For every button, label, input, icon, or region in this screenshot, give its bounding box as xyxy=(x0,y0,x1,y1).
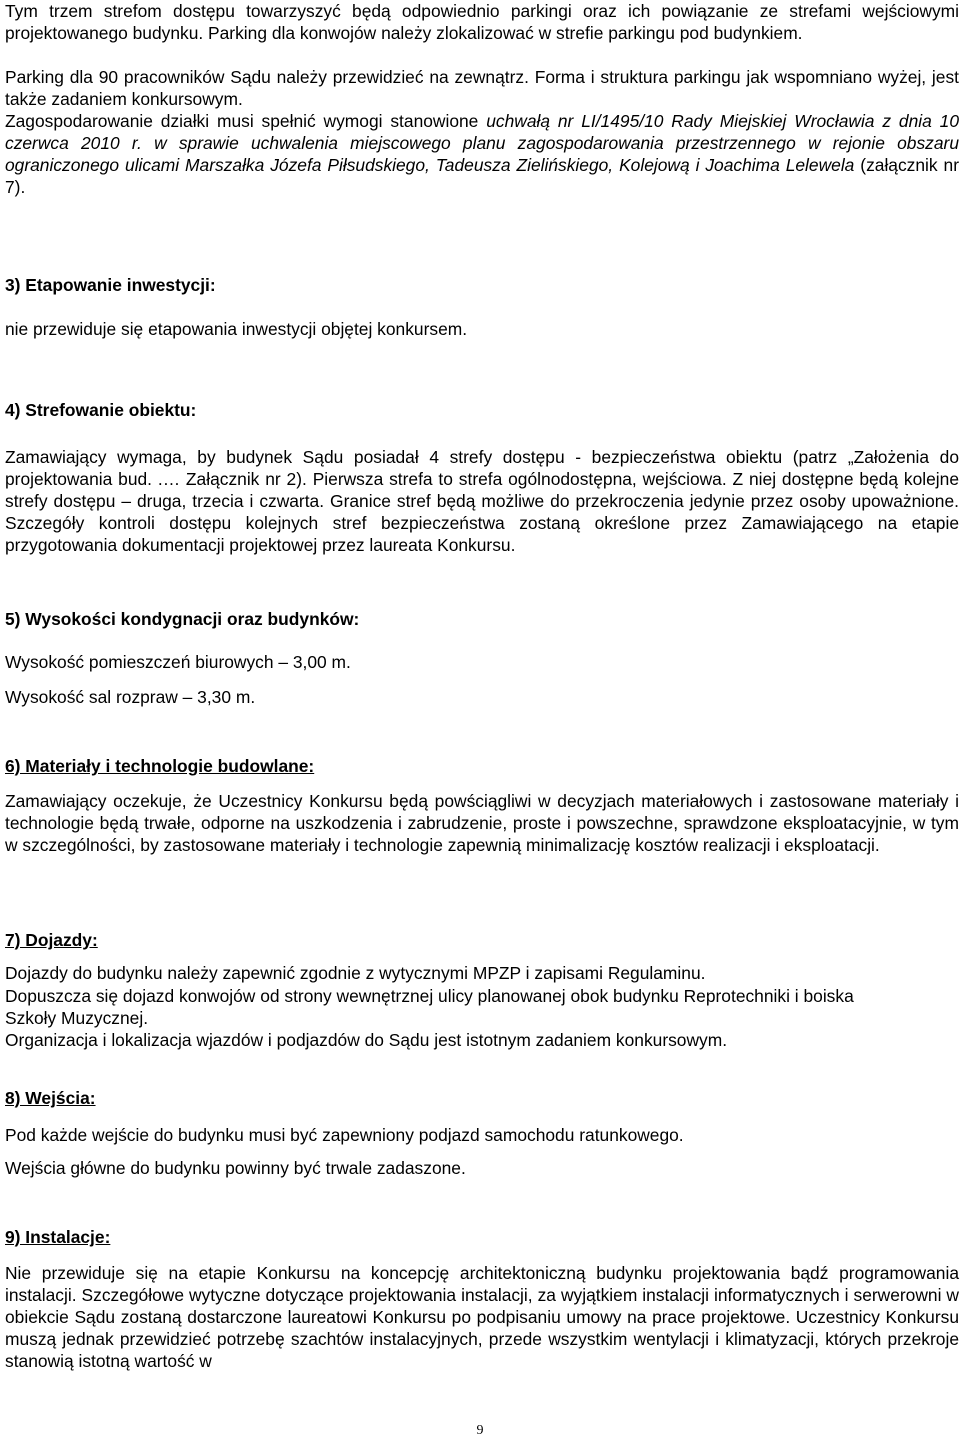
paragraph-courtroom-height: Wysokość sal rozpraw – 3,30 m. xyxy=(5,687,256,707)
page-number: 9 xyxy=(476,1423,484,1438)
heading-phasing: 3) Etapowanie inwestycji: xyxy=(5,275,216,295)
heading-heights: 5) Wysokości kondygnacji oraz budynków: xyxy=(5,609,360,629)
paragraph-phasing: nie przewiduje się etapowania inwestycji objętej konkursem. xyxy=(5,319,468,339)
paragraph-access-roads-1: Dojazdy do budynku należy zapewnić zgodnie z wytycznymi MPZP i zapisami Regulaminu. xyxy=(5,963,706,983)
paragraph-access-roads-3: Organizacja i lokalizacja wjazdów i podjazdów do Sądu jest istotnym zadaniem konkursowym. xyxy=(5,1030,728,1050)
paragraph-parking-employees: Parking dla 90 pracowników Sądu należy przewidzieć na zewnątrz. Forma i struktura parkingu jak wspomniano wyżej, jest także zadaniem konkursowym. xyxy=(5,67,959,109)
paragraph-office-height: Wysokość pomieszczeń biurowych – 3,00 m. xyxy=(5,652,351,672)
heading-zoning: 4) Strefowanie obiektu: xyxy=(5,400,197,420)
paragraph-land-development xyxy=(5,110,959,198)
paragraph-access-roads-2: Dopuszcza się dojazd konwojów od strony wewnętrznej ulicy planowanej obok budynku Reprotechniki i boiska Szkoły Muzycznej. xyxy=(5,986,854,1028)
heading-entrances: 8) Wejścia: xyxy=(5,1088,96,1108)
paragraph-entrances-1: Pod każde wejście do budynku musi być zapewniony podjazd samochodu ratunkowego. xyxy=(5,1125,684,1145)
paragraph-entrances-2: Wejścia główne do budynku powinny być trwale zadaszone. xyxy=(5,1158,466,1178)
paragraph-zoning: Zamawiający wymaga, by budynek Sądu posiadał 4 strefy dostępu - bezpieczeństwa obiektu (patrz „Założenia do projektowania bud. .… Załącznik nr 2). Pierwsza strefa to strefa ogólnodostępna, wejściowa. Z niej dostępne będą kolejne strefy dostępu – druga, trzecia i czwarta. Granice stref będą możliwe do przekroczenia jedynie przez osoby upoważnione. Szczegóły kontroli dostępu kolejnych stref bezpieczeństwa zostaną określone przez Zamawiającego na etapie przygotowania dokumentacji projektowej przez laureata Konkursu. xyxy=(5,447,959,555)
heading-materials: 6) Materiały i technologie budowlane: xyxy=(5,756,315,776)
heading-installations: 9) Instalacje: xyxy=(5,1227,111,1247)
land-development-text: Zagospodarowanie działki musi spełnić wymogi stanowione xyxy=(5,111,487,131)
paragraph-parking-zones: Tym trzem strefom dostępu towarzyszyć będą odpowiednio parkingi oraz ich powiązanie ze strefami wejściowymi projektowanego budynku. Parking dla konwojów należy zlokalizować w strefie parkingu pod budynkiem. xyxy=(5,1,959,43)
heading-access-roads: 7) Dojazdy: xyxy=(5,930,98,950)
resolution-reference: uchwałą nr LI/1495/10 Rady Miejskiej Wrocławia z dnia 10 czerwca 2010 r. w sprawie uchwalenia miejscowego planu zagospodarowania przestrzennego w rejonie obszaru ograniczonego ulicami Marszałka Józefa Piłsudskiego, Tadeusza Zielińskiego, Kolejową i Joachima Lelewela xyxy=(5,111,959,175)
paragraph-installations: Nie przewiduje się na etapie Konkursu na koncepcję architektoniczną budynku projektowania bądź programowania instalacji. Szczegółowe wytyczne dotyczące projektowania instalacji, za wyjątkiem instalacji informatycznych i serwerowni w obiekcie Sądu zostaną dostarczone laureatowi Konkursu po podpisaniu umowy na prace projektowe. Uczestnicy Konkursu muszą jednak przewidzieć potrzebę szachtów instalacyjnych, przede wszystkim wentylacji i klimatyzacji, których przekroje stanowią istotną wartość w xyxy=(5,1263,959,1371)
paragraph-materials: Zamawiający oczekuje, że Uczestnicy Konkursu będą powściągliwi w decyzjach materiałowych i zastosowane materiały i technologie będą trwałe, odporne na uszkodzenia i zabrudzenie, proste i powszechne, sprawdzone eksploatacyjnie, w tym w szczególności, by zastosowane materiały i technologie zapewnią minimalizację kosztów realizacji i eksploatacji. xyxy=(5,791,959,855)
attachment-reference: (załącznik nr 7). xyxy=(5,155,959,197)
